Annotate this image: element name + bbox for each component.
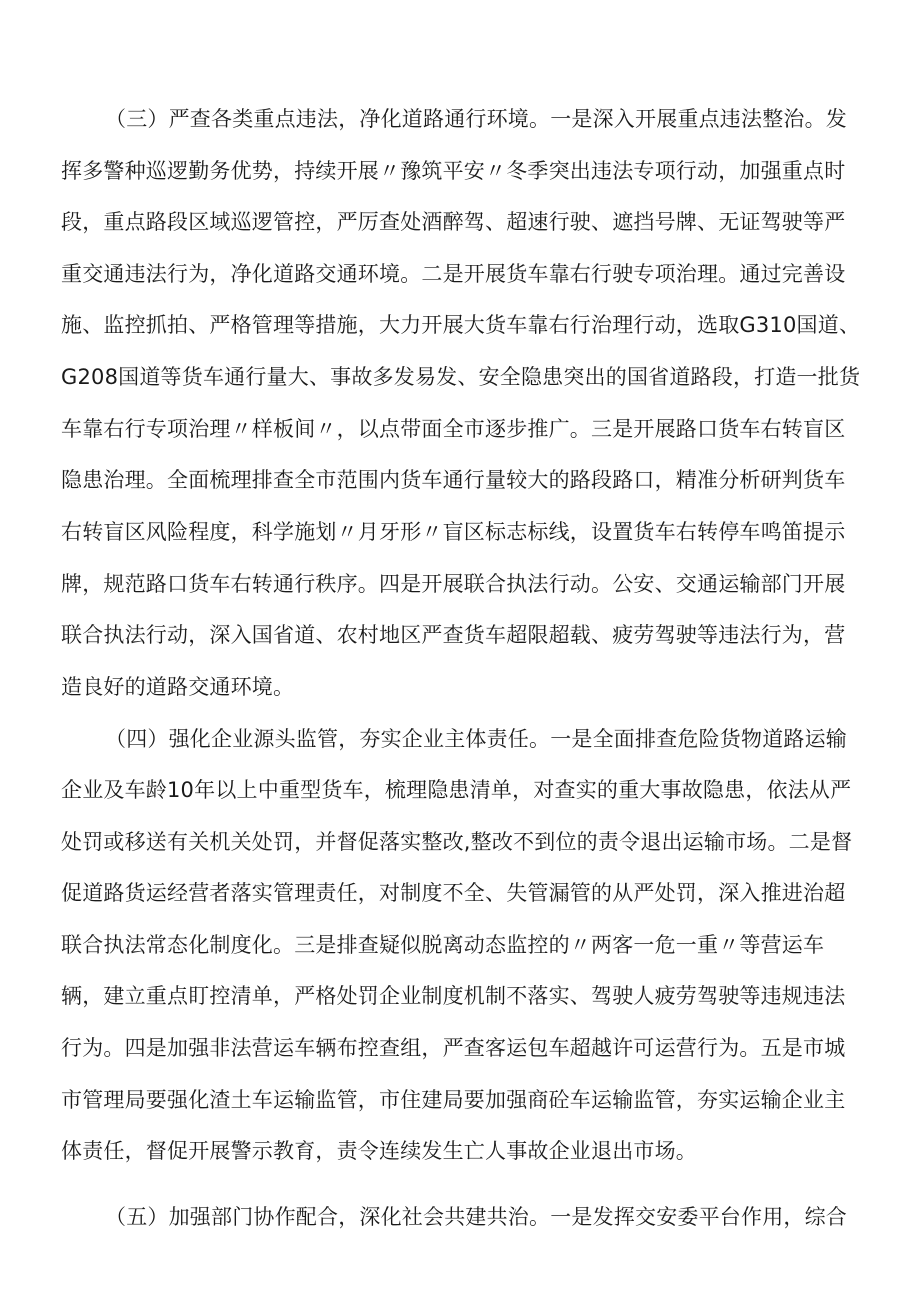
paragraph-4-line-2: 企业及车龄10年以上中重型货车，梳理隐患清单，对查实的重大事故隐患，依法从严 [61,778,852,802]
paragraph-3-line-9: 右转盲区风险程度，科学施划〃月牙形〃盲区标志标线，设置货车右转停车鸣笛提示 [61,520,846,544]
paragraph-4-line-9: 体责任，督促开展警示教育，责令连续发生亡人事故企业退出市场。 [61,1139,697,1163]
paragraph-3-line-3: 段，重点路段区域巡逻管控，严厉查处酒醉驾、超速行驶、遮挡号牌、无证驾驶等严 [61,210,846,234]
paragraph-3-line-7: 车靠右行专项治理〃样板间〃，以点带面全市逐步推广。三是开展路口货车右转盲区 [61,417,846,441]
paragraph-4-line-4: 促道路货运经营者落实管理责任，对制度不全、失管漏管的从严处罚，深入推进治超 [61,881,846,905]
paragraph-3-line-12: 造良好的道路交通环境。 [61,675,295,699]
paragraph-4-line-1: （四）强化企业源头监管，夯实企业主体责任。一是全面排查危险货物道路运输 [105,727,847,751]
paragraph-4-line-8: 市管理局要强化渣土车运输监管，市住建局要加强商砼车运输监管，夯实运输企业主 [61,1088,846,1112]
paragraph-3-line-6: G208国道等货车通行量大、事故多发易发、安全隐患突出的国省道路段，打造一批货 [61,365,861,389]
paragraph-4-line-5: 联合执法常态化制度化。三是排查疑似脱离动态监控的〃两客一危一重〃等营运车 [61,933,825,957]
paragraph-3-line-11: 联合执法行动，深入国省道、农村地区严查货车超限超载、疲劳驾驶等违法行为，营 [61,623,846,647]
paragraph-3-line-10: 牌，规范路口货车右转通行秩序。四是开展联合执法行动。公安、交通运输部门开展 [61,572,846,596]
paragraph-3-line-1: （三）严查各类重点违法，净化道路通行环境。一是深入开展重点违法整治。发 [105,107,847,131]
paragraph-4-line-3: 处罚或移送有关机关处罚，并督促落实整改,整改不到位的责令退出运输市场。二是督 [61,830,853,854]
paragraph-4-line-7: 行为。四是加强非法营运车辆布控查组，严查客运包车超越许可运营行为。五是市城 [61,1036,846,1060]
paragraph-5-line-1: （五）加强部门协作配合，深化社会共建共治。一是发挥交安委平台作用，综合 [105,1205,847,1229]
paragraph-3-line-4: 重交通违法行为，净化道路交通环境。二是开展货车靠右行驶专项治理。通过完善设 [61,262,846,286]
paragraph-3-line-8: 隐患治理。全面梳理排查全市范围内货车通行量较大的路段路口，精准分析研判货车 [61,468,846,492]
paragraph-3-line-2: 挥多警种巡逻勤务优势，持续开展〃豫筑平安〃冬季突出违法专项行动，加强重点时 [61,159,846,183]
paragraph-4-line-6: 辆，建立重点盯控清单，严格处罚企业制度机制不落实、驾驶人疲劳驾驶等违规违法 [61,984,846,1008]
paragraph-3-line-5: 施、监控抓拍、严格管理等措施，大力开展大货车靠右行治理行动，选取G310国道、 [61,313,861,337]
